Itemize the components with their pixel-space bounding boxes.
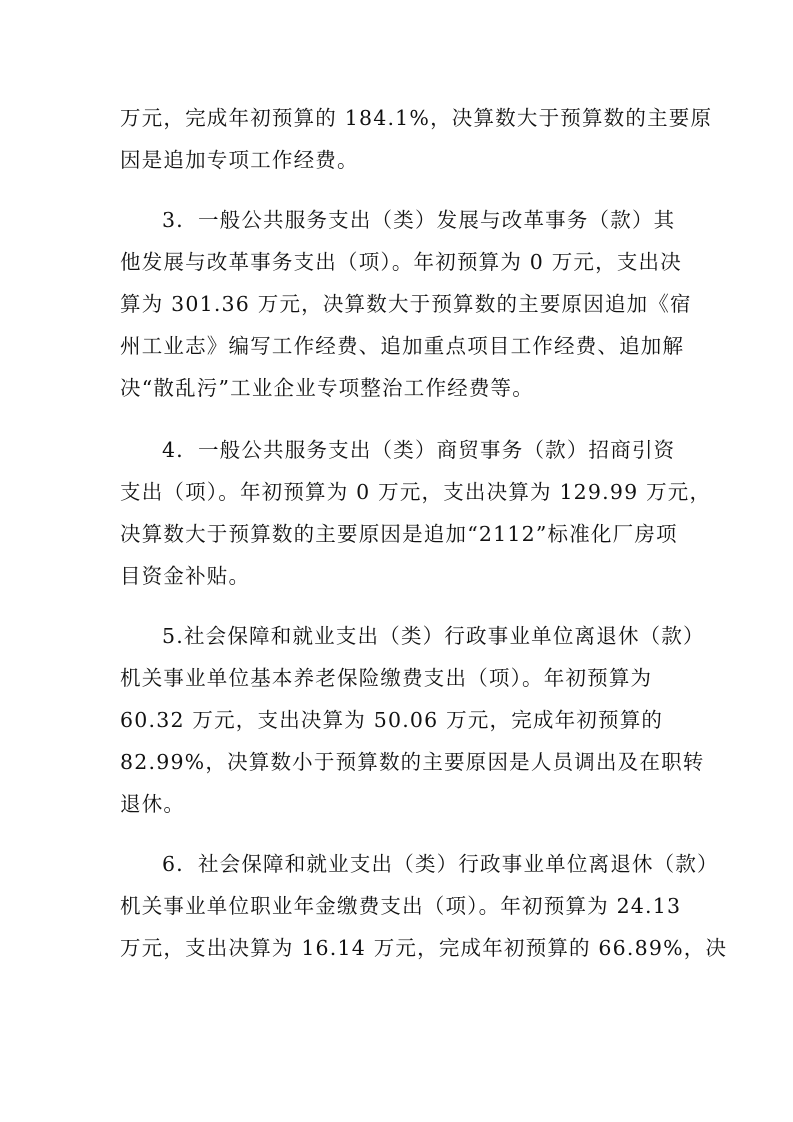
text-line: 机关事业单位职业年金缴费支出（项）。年初预算为 24.13 bbox=[120, 894, 682, 918]
paragraph-3-start: 3．一般公共服务支出（类）发展与改革事务（款）其 bbox=[162, 208, 676, 232]
text-line: 万元，支出决算为 16.14 万元，完成年初预算的 66.89%，决 bbox=[120, 936, 728, 960]
text-line: 决“散乱污”工业企业专项整治工作经费等。 bbox=[120, 376, 534, 400]
text-line: 82.99%，决算数小于预算数的主要原因是人员调出及在职转 bbox=[120, 750, 705, 774]
text-line: 算为 301.36 万元，决算数大于预算数的主要原因追加《宿 bbox=[120, 292, 692, 316]
text-line: 万元，完成年初预算的 184.1%，决算数大于预算数的主要原 bbox=[120, 106, 713, 130]
text-line: 州工业志》编写工作经费、追加重点项目工作经费、追加解 bbox=[120, 334, 685, 358]
text-line: 因是追加专项工作经费。 bbox=[120, 148, 359, 172]
paragraph-5-start: 5.社会保障和就业支出（类）行政事业单位离退休（款） bbox=[162, 624, 705, 648]
text-line: 机关事业单位基本养老保险缴费支出（项）。年初预算为 bbox=[120, 666, 653, 690]
text-line: 60.32 万元，支出决算为 50.06 万元，完成年初预算的 bbox=[120, 708, 664, 732]
paragraph-4-start: 4．一般公共服务支出（类）商贸事务（款）招商引资 bbox=[162, 438, 676, 462]
paragraph-6-start: 6．社会保障和就业支出（类）行政事业单位离退休（款） bbox=[162, 852, 719, 876]
text-line: 支出（项）。年初预算为 0 万元，支出决算为 129.99 万元， bbox=[120, 480, 712, 504]
text-line: 退休。 bbox=[120, 792, 186, 816]
text-line: 他发展与改革事务支出（项）。年初预算为 0 万元，支出决 bbox=[120, 250, 682, 274]
text-line: 决算数大于预算数的主要原因是追加“2112”标准化厂房项 bbox=[120, 522, 678, 546]
text-line: 目资金补贴。 bbox=[120, 564, 251, 588]
